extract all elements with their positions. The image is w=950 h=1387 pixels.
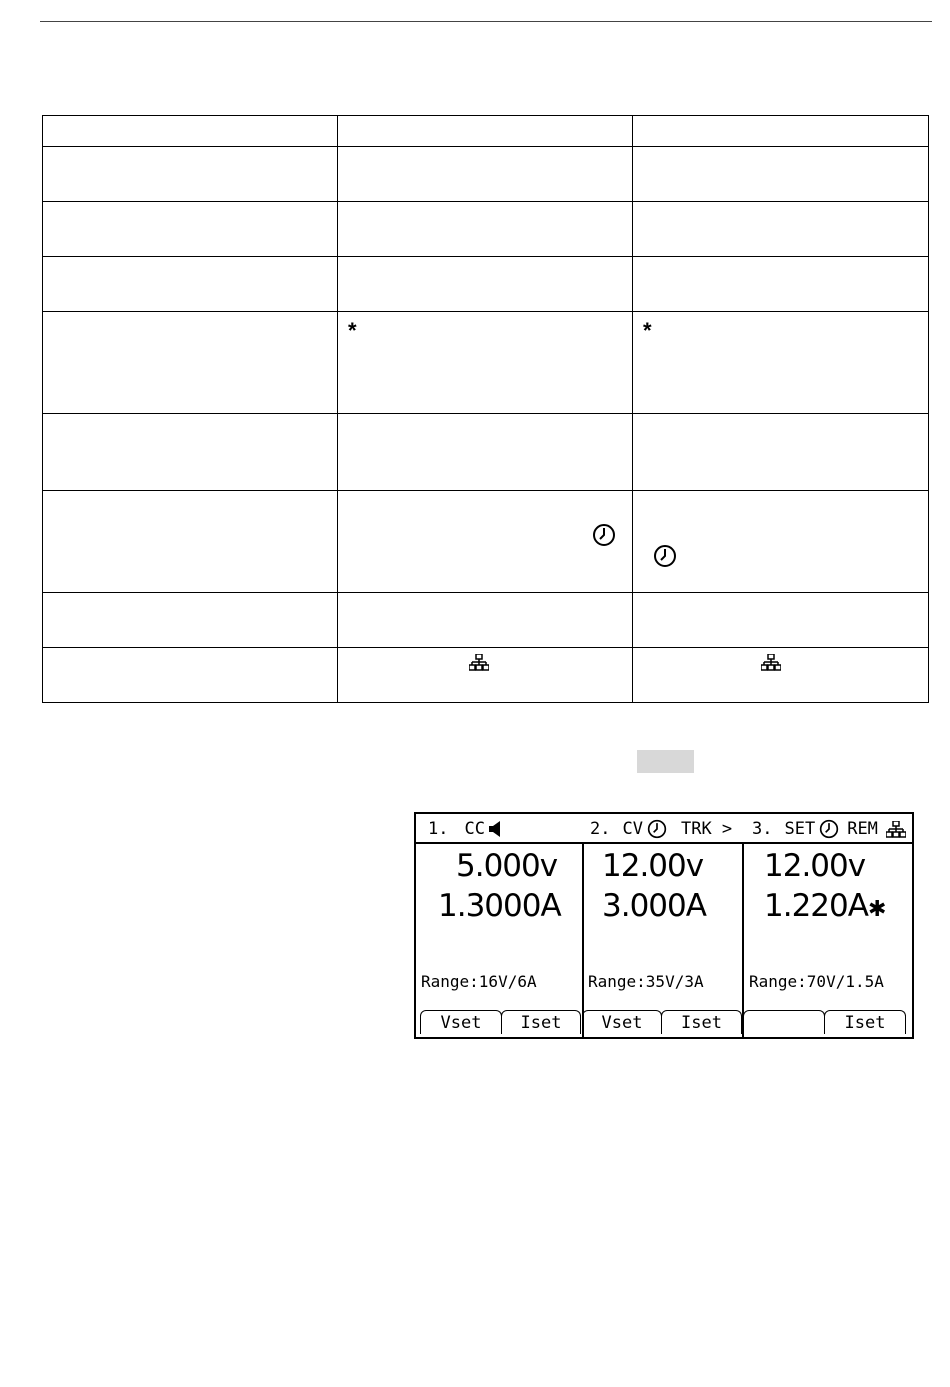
table-cell: [633, 202, 929, 257]
clock-icon: [653, 544, 677, 568]
lcd-status-bar: [416, 814, 912, 844]
ch3-current: [764, 888, 885, 924]
table-row: [43, 312, 929, 414]
table-cell: [43, 147, 338, 202]
table-row: [43, 116, 929, 147]
ch2-iset-softkey[interactable]: Iset: [661, 1010, 742, 1034]
table-cell: [43, 414, 338, 491]
table-cell: [633, 116, 929, 147]
ch1-range: Range:16V/6A: [421, 972, 537, 991]
ch2-status: [590, 819, 732, 839]
ch1-iset-softkey[interactable]: Iset: [501, 1010, 581, 1034]
table-cell: [338, 312, 633, 414]
ch1-number: 1.: [428, 819, 449, 839]
table-cell: [338, 147, 633, 202]
ch3-number: 3.: [752, 819, 773, 839]
table-cell: [43, 593, 338, 648]
table-cell: [338, 414, 633, 491]
table-cell: [338, 593, 633, 648]
table-cell: [43, 116, 338, 147]
table-cell: [633, 257, 929, 312]
table-cell: [338, 257, 633, 312]
timer-icon: [819, 819, 839, 839]
table-row: [43, 648, 929, 703]
table-cell: [633, 491, 929, 593]
table-row: [43, 147, 929, 202]
table-cell: [633, 648, 929, 703]
table-row: [43, 257, 929, 312]
ch1-status: [428, 819, 501, 839]
table-cell: [338, 491, 633, 593]
asterisk-icon: *: [348, 318, 357, 343]
channel-1-panel: [416, 844, 584, 1037]
ch1-mode: CC: [464, 819, 485, 839]
clock-icon: [592, 523, 616, 547]
ch2-range: Range:35V/3A: [588, 972, 704, 991]
timer-icon: [647, 819, 667, 839]
ch3-blank-softkey[interactable]: [743, 1010, 825, 1034]
table-cell: [338, 648, 633, 703]
table-cell: [43, 491, 338, 593]
network-icon: [469, 654, 489, 671]
table-row: [43, 414, 929, 491]
table-cell: [633, 593, 929, 648]
channel-2-panel: [584, 844, 744, 1037]
table-cell: [43, 202, 338, 257]
ch2-vset-softkey[interactable]: Vset: [582, 1010, 662, 1034]
ch3-asterisk-icon: ✱: [867, 897, 886, 922]
table-cell: [633, 312, 929, 414]
table-row: [43, 593, 929, 648]
ch3-remote: REM: [847, 819, 878, 839]
ch3-voltage: 12.00v: [764, 848, 866, 884]
ch1-current: 1.3000A: [438, 888, 561, 924]
highlighted-key-label: [637, 750, 694, 773]
ch3-current-value: 1.220A: [764, 888, 868, 924]
table-row: [43, 202, 929, 257]
ch2-current: 3.000A: [602, 888, 706, 924]
table-cell: [633, 414, 929, 491]
table-cell: [43, 257, 338, 312]
ch3-iset-softkey[interactable]: Iset: [824, 1010, 906, 1034]
ch3-range: Range:70V/1.5A: [749, 972, 884, 991]
table-cell: [338, 202, 633, 257]
table-cell: [633, 147, 929, 202]
spec-table: [42, 115, 929, 703]
ch3-status: [752, 819, 906, 839]
ch3-mode: SET: [784, 819, 816, 839]
network-icon: [761, 654, 781, 671]
table-cell: [338, 116, 633, 147]
ch1-vset-softkey[interactable]: Vset: [420, 1010, 502, 1034]
ch1-voltage: 5.000v: [456, 848, 558, 884]
asterisk-icon: *: [643, 318, 652, 343]
ch2-number: 2.: [590, 819, 611, 839]
channel-3-panel: [744, 844, 912, 1037]
softkey-bar: [416, 1010, 912, 1037]
table-row: [43, 491, 929, 593]
header-rule: [40, 21, 932, 22]
ch2-tracking: TRK >: [680, 819, 733, 839]
table-cell: [43, 312, 338, 414]
network-icon: [886, 821, 906, 838]
speaker-icon: [489, 821, 501, 837]
ch2-voltage: 12.00v: [602, 848, 704, 884]
ch2-mode: CV: [622, 819, 643, 839]
table-cell: [43, 648, 338, 703]
lcd-display: [414, 812, 914, 1039]
